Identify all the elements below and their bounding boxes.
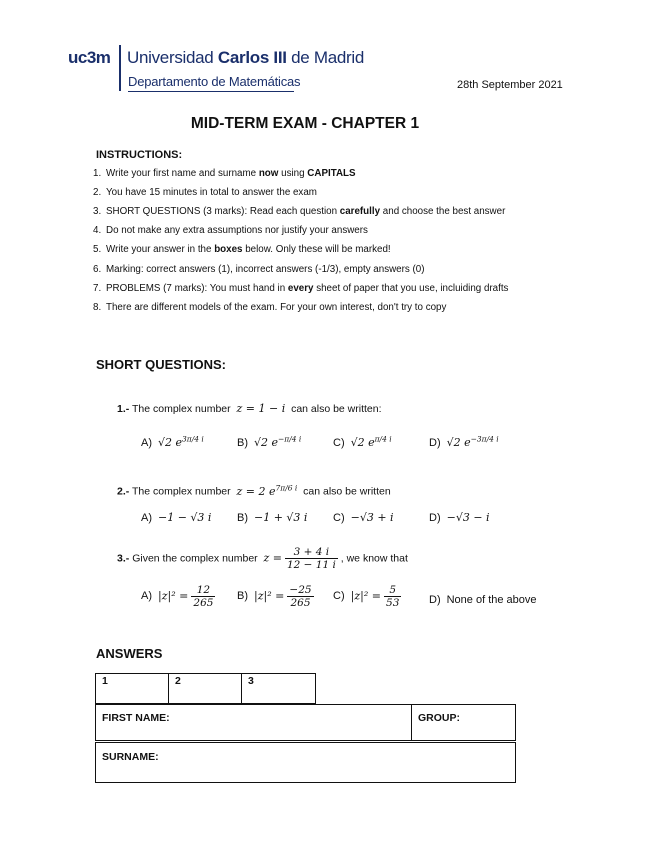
option-a: A) |z|² = $\frac{12}{265}$ <box>141 584 214 610</box>
option-c: C) √2 $e^{\pi/4 i}$ <box>333 434 392 449</box>
answer-box-3[interactable] <box>241 673 316 704</box>
answer-box-number: 2 <box>175 675 181 687</box>
department-name: Departamento de Matemáticas <box>128 74 301 89</box>
surname-field[interactable] <box>95 742 516 783</box>
option-d: D) −√3 − i <box>429 511 490 524</box>
instruction-item: 8. There are different models of the exam. For your own interest, don't try to copy <box>93 301 447 313</box>
instructions-heading: INSTRUCTIONS: <box>96 149 183 161</box>
option-d: D) None of the above <box>429 594 537 606</box>
question-expression-fraction: $\frac{3 + 4 i}{12 - 11 i}$ <box>286 546 336 572</box>
question-number: 1.- <box>117 403 130 415</box>
instruction-number: 1. <box>93 168 102 179</box>
instruction-number: 3. <box>93 206 102 218</box>
question-expression: z = 1 − i <box>236 402 286 415</box>
instruction-number: 4. <box>93 225 102 237</box>
surname-label: SURNAME: <box>102 751 159 763</box>
option-a: A) √2 $e^{3\pi/4 i}$ <box>141 434 204 449</box>
group-field[interactable] <box>411 704 516 741</box>
answers-heading: ANSWERS <box>96 646 163 661</box>
instruction-number: 2. <box>93 187 102 199</box>
logo-divider <box>119 45 121 91</box>
logo-uc3m: uc3m <box>68 48 111 67</box>
answer-box-2[interactable] <box>168 673 242 704</box>
question-1 <box>117 402 382 415</box>
answer-box-1[interactable] <box>95 673 169 704</box>
university-name: Universidad Carlos III de Madrid <box>127 48 365 67</box>
instruction-item: 6. Marking: correct answers (1), incorrect answers (-1/3), empty answers (0) <box>93 263 425 275</box>
instruction-item: 5. Write your answer in the boxes below. Only these will be marked! <box>93 244 391 256</box>
first-name-field[interactable] <box>95 704 412 741</box>
exam-title: MID-TERM EXAM - CHAPTER 1 <box>190 115 420 132</box>
instruction-item: 7. PROBLEMS (7 marks): You must hand in every sheet of paper that you use, incluiding drafts <box>93 282 509 294</box>
answer-box-number: 1 <box>102 675 108 687</box>
option-c: C) |z|² = $\frac{5}{53}$ <box>333 584 400 610</box>
instruction-item: 1. Write your first name and surname now using CAPITALS <box>93 168 356 179</box>
question-text: The complex number <box>132 403 231 415</box>
question-expression-lhs: z = <box>263 551 283 565</box>
question-number: 3.- <box>117 552 130 565</box>
instruction-item: 3. SHORT QUESTIONS (3 marks): Read each question carefully and choose the best answer <box>93 206 506 218</box>
question-expression: z = 2 $e^{7\pi/6 i}$ <box>236 483 298 498</box>
question-tail: can also be written: <box>291 403 382 415</box>
option-b: B) −1 + √3 i <box>237 511 308 524</box>
question-text: Given the complex number <box>132 552 258 565</box>
instruction-number: 8. <box>93 301 102 313</box>
question-tail: can also be written <box>303 485 391 498</box>
instruction-item: 2. You have 15 minutes in total to answer the exam <box>93 187 317 199</box>
instruction-number: 7. <box>93 282 102 294</box>
instruction-number: 6. <box>93 263 102 275</box>
department-underline <box>128 91 294 92</box>
first-name-label: FIRST NAME: <box>102 712 170 724</box>
option-b: B) |z|² = $\frac{-25}{265}$ <box>237 584 312 610</box>
short-questions-heading: SHORT QUESTIONS: <box>96 357 227 372</box>
question-2 <box>117 483 391 498</box>
question-number: 2.- <box>117 485 130 498</box>
option-a: A) −1 − √3 i <box>141 511 212 524</box>
instruction-number: 5. <box>93 244 102 256</box>
question-3 <box>117 546 408 571</box>
option-c: C) −√3 + i <box>333 511 394 524</box>
option-b: B) √2 $e^{-\pi/4 i}$ <box>237 434 302 449</box>
question-text: The complex number <box>132 485 231 498</box>
answer-box-number: 3 <box>248 675 254 687</box>
question-tail: , we know that <box>340 552 408 565</box>
group-label: GROUP: <box>418 712 460 724</box>
instruction-item: 4. Do not make any extra assumptions nor justify your answers <box>93 225 368 237</box>
option-d: D) √2 $e^{-3\pi/4 i}$ <box>429 434 499 449</box>
exam-date: 28th September 2021 <box>457 79 563 91</box>
